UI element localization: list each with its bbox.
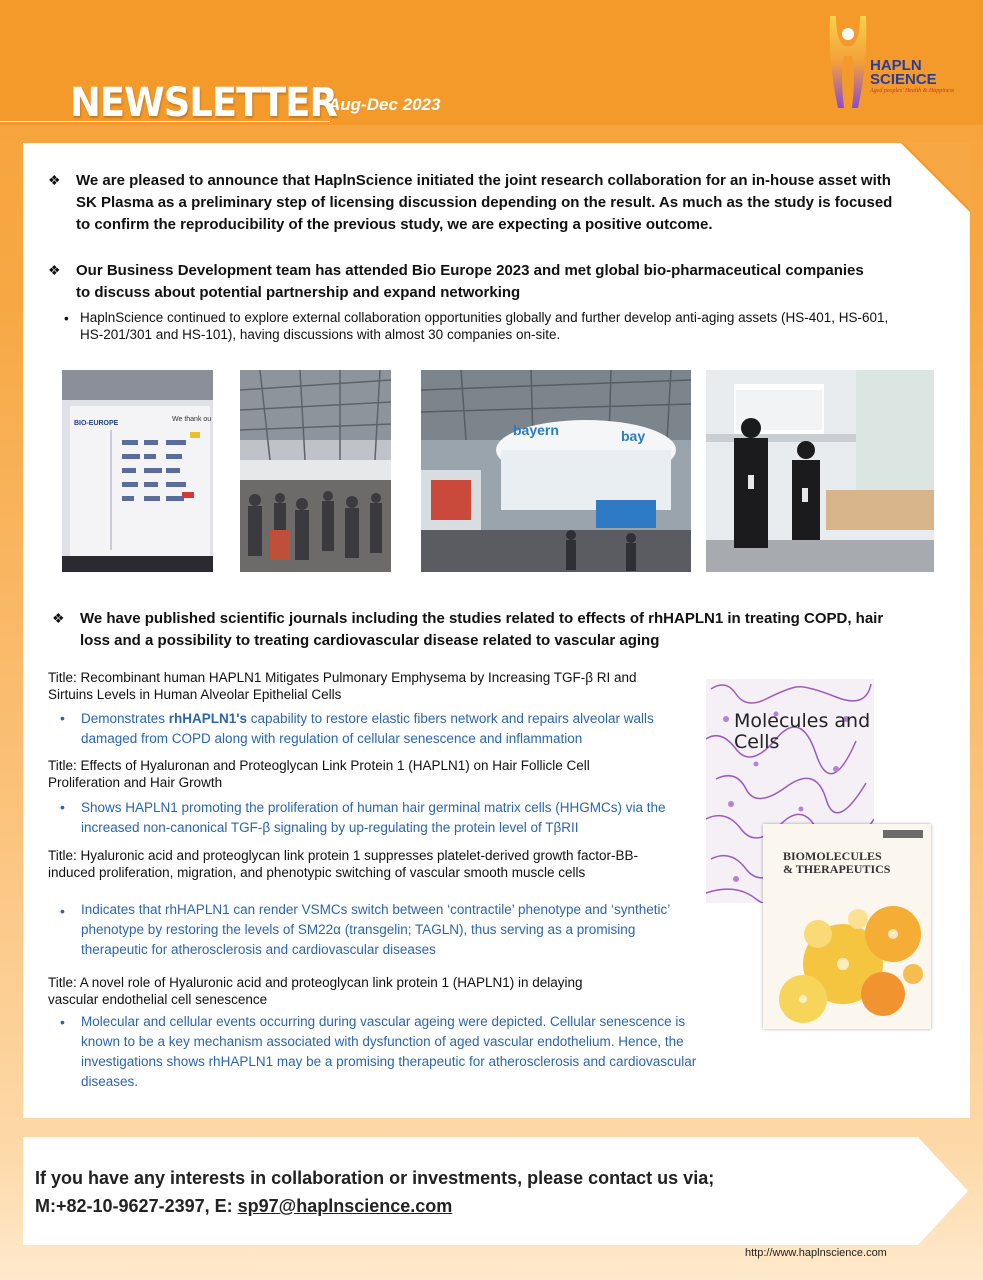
publication-title: Title: A novel role of Hyaluronic acid and proteoglycan link protein 1 (HAPLN1) in delaying vascular endothelial cell senescence: [48, 975, 583, 1007]
contact-text: If you have any interests in collaboration or investments, please contact us via;: [35, 1168, 715, 1188]
sign-text: BIO-EUROPE: [74, 420, 119, 427]
bullet-icon: ❖: [48, 172, 61, 188]
publication-title: Title: Hyaluronic acid and proteoglycan link protein 1 suppresses platelet-derived growth factor-BB-induced proliferation, migration, and phenotypic switching of vascular smooth muscle cells: [48, 848, 639, 880]
cover-title: & THERAPEUTICS: [783, 862, 891, 876]
cover-title: BIOMOLECULES: [783, 849, 882, 863]
publication-title: Title: Recombinant human HAPLN1 Mitigates Pulmonary Emphysema by Increasing TGF-β RI and Sirtuins Levels in Human Alveolar Epithelial Cells: [48, 670, 637, 702]
corner-decoration: [898, 143, 970, 215]
news-sub-item: HaplnScience continued to explore external collaboration opportunities globally and further develop anti-aging assets (HS-401, HS-601, HS-201/301 and HS-101), having discussions with almost 30 companies on-site.: [80, 310, 889, 342]
publication-title: Title: Effects of Hyaluronan and Proteoglycan Link Protein 1 (HAPLN1) on Hair Follicle Cell Proliferation and Hair Growth: [48, 758, 590, 790]
logo-text: HAPLN: [870, 57, 922, 74]
photo-exhibition-hall: [240, 370, 391, 572]
logo-tagline: Aged peoples' Health & Happiness: [870, 88, 955, 94]
bullet-dot: •: [64, 311, 69, 326]
bullet-dot: •: [60, 799, 65, 815]
website-url[interactable]: http://www.haplnscience.com: [745, 1247, 887, 1259]
news-item: We are pleased to announce that HaplnScience initiated the joint research collaboration for an in-house asset with SK Plasma as a preliminary step of licensing discussion depending on the result. As much as the study is focused to confirm the reproducibility of the previous study, we are expecting a positive outcome.: [76, 172, 893, 233]
cover-title: Molecules and Cells: [734, 710, 871, 753]
journal-cover-biomolecules-therapeutics: [763, 824, 931, 1029]
bullet-icon: ❖: [52, 610, 65, 626]
publication-summary: Shows HAPLN1 promoting the proliferation of human hair germinal matrix cells (HHGMCs) via the increased non-canonical TGF-β signaling by up-regulating the protein level of TβRII: [81, 800, 666, 835]
photo-team-at-booth: [706, 370, 934, 572]
photo-bayern-booth: [421, 370, 691, 572]
sign-text: We thank ou: [172, 416, 212, 423]
bullet-dot: •: [60, 1014, 65, 1030]
sign-text: bayern: [513, 422, 559, 438]
publication-summary: Demonstrates rhHAPLN1's capability to restore elastic fibers network and repairs alveolar walls damaged from COPD along with regulation of cellular senescence and inflammation: [81, 711, 654, 746]
news-item: We have published scientific journals including the studies related to effects of rhHAPLN1 in treating COPD, hair loss and a possibility to treating cardiovascular disease related to vascular aging: [80, 610, 884, 649]
bullet-icon: ❖: [48, 262, 61, 278]
period-label: Aug-Dec 2023: [328, 95, 441, 114]
photo-bio-europe-wall: [62, 370, 213, 572]
newsletter-title: NEWSLETTER: [70, 80, 337, 126]
contact-details: M:+82-10-9627-2397, E: sp97@haplnscience.com: [35, 1196, 453, 1216]
company-logo: [826, 12, 976, 112]
publication-summary: Indicates that rhHAPLN1 can render VSMCs switch between ‘contractile’ phenotype and ‘synthetic’ phenotype by restoring the levels of SM22α (transgelin; TAGLN), thus serving as a promising therapeutic for atherosclerosis and cardiovascular diseases: [81, 902, 670, 957]
publication-summary: Molecular and cellular events occurring during vascular ageing were depicted. Cellular senescence is known to be a key mechanism associated with dysfunction of aged vascular endothelium. Hence, the investigations shows rhHAPLN1 may be a promising therapeutic for atherosclerosis and cardiovascular diseases.: [81, 1014, 697, 1089]
bullet-dot: •: [60, 903, 65, 919]
sign-text: bay: [621, 428, 646, 444]
logo-mark-icon: [826, 12, 870, 112]
news-item: Our Business Development team has attended Bio Europe 2023 and met global bio-pharmaceutical companies to discuss about potential partnership and expand networking: [76, 262, 864, 301]
bullet-dot: •: [60, 710, 65, 726]
logo-text: SCIENCE: [870, 71, 937, 88]
footer-arrow-banner: [23, 1137, 968, 1245]
email-link[interactable]: sp97@haplnscience.com: [237, 1196, 453, 1216]
